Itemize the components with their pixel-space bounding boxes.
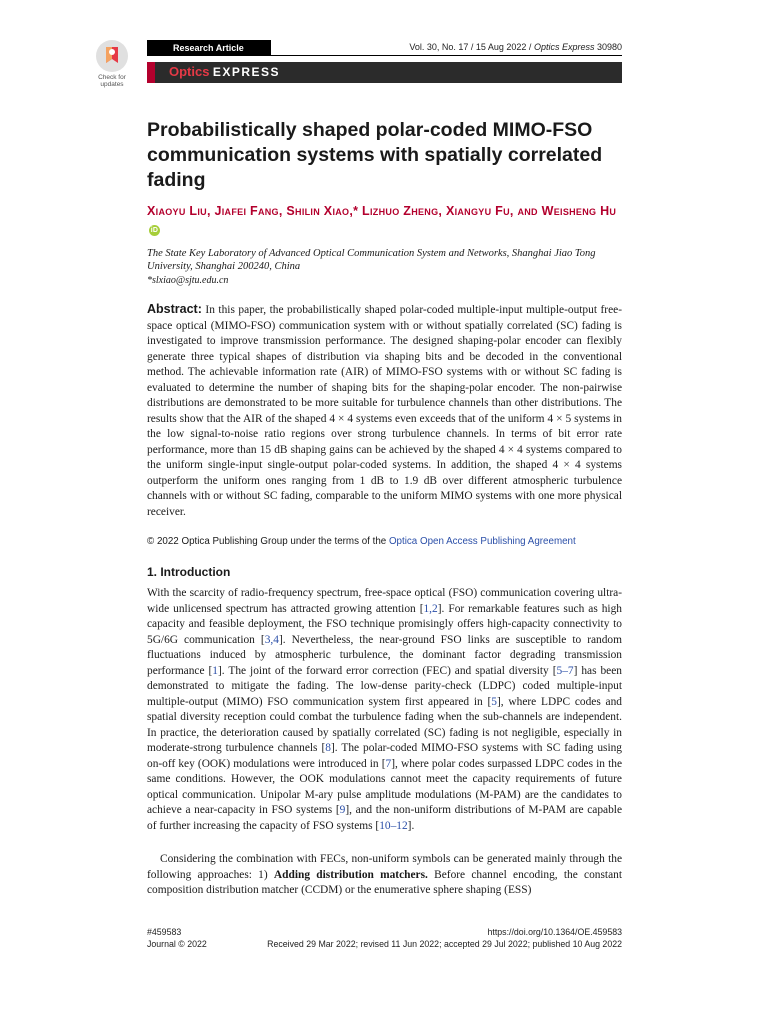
corresponding-email[interactable]: *slxiao@sjtu.edu.cn — [147, 275, 229, 286]
brand-express: EXPRESS — [212, 65, 281, 79]
paragraph-text: ]. For remarkable features such as high capacity and feasible deployment, the FSO technique promisingly offers high-capacity connectivity to 5G/6G communication [ — [147, 602, 622, 646]
abstract — [147, 302, 622, 520]
paragraph-text: ]. The polar-coded MIMO-FSO systems with SC fading using on-off key (OOK) modulations were introduced in [ — [147, 742, 622, 770]
citation-link[interactable]: 5–7 — [556, 664, 574, 677]
paragraph-text: ]. The joint of the forward error correction (FEC) and spatial diversity [ — [218, 664, 557, 677]
license-prefix: © 2022 Optica Publishing Group under the terms of the — [147, 536, 389, 547]
intro-paragraph-1 — [147, 586, 622, 834]
check-for-updates-label: Check for updates — [98, 74, 126, 88]
abstract-text: In this paper, the probabilistically shaped polar-coded multiple-input multiple-output free-space optical (MIMO-FSO) communication system with or without spatially correlated (SC) fading is investigated to improve transmission performance. The designed shaping-polar encoder can flexibly generate three typical shapes of distribution via shaping bits and be decoded in the conventional method. The achievable information rate (AIR) of MIMO-FSO systems with or without SC fading is evaluated to determine the number of shaping bits for the shaping-polar encoder. The non-pairwise distributions are demonstrated to be more suitable for turbulence channels than other distributions. The results show that the AIR of the shaped 4 × 4 systems even exceeds that of the uniform 4 × 5 systems in the low signal-to-noise ratio regions over strong turbulence channels. In terms of bit error rate performance, more than 15 dB shaping gains can be achieved by the shaped 4 × 4 systems compared to the uniform single-input single-output polar-coded systems. In addition, the shaped 4 × 4 systems outperform the uniform ones ranging from 1 dB to 1.9 dB over different atmospheric turbulence channels with or without SC fading, comparable to the uniform MIMO systems with one more physical receiver. — [147, 304, 622, 518]
intro-paragraph-2 — [147, 852, 622, 899]
license-line — [147, 536, 576, 547]
citation-link[interactable]: 5 — [491, 695, 497, 708]
article-title: Probabilistically shaped polar-coded MIMO-FSO communication systems with spatially correlated fading — [147, 119, 603, 191]
footer-right — [267, 926, 622, 950]
paragraph-text: ], where LDPC codes and spatial diversity reception could combat the turbulence fading when the sub-channels are independent. In practice, the deterioration caused by spatially correlated (SC) fading is not negligible, especially in moderate-strong turbulence channels [ — [147, 695, 622, 754]
journal-brand-bar — [147, 62, 622, 83]
license-link[interactable]: Optica Open Access Publishing Agreement — [388, 536, 576, 547]
publication-dates: Received 29 Mar 2022; revised 11 Jun 2022; accepted 29 Jul 2022; published 10 Aug 2022 — [267, 939, 622, 949]
citation-link[interactable]: 8 — [325, 742, 331, 754]
citation-link[interactable]: 1 — [212, 664, 218, 677]
citation-volume: Vol. 30, No. 17 / 15 Aug 2022 / — [409, 42, 534, 52]
doi-link[interactable]: https://doi.org/10.1364/OE.459583 — [487, 927, 622, 937]
footer-left — [147, 926, 207, 950]
check-for-updates-icon — [96, 40, 128, 72]
abstract-label: Abstract: — [147, 302, 202, 316]
citation-link[interactable]: 10–12 — [379, 819, 408, 832]
author-names: Xiaoyu Liu, Jiafei Fang, Shilin Xiao,* Lizhuo Zheng, Xiangyu Fu, and Weisheng Hu — [147, 204, 617, 218]
citation-journal: Optics Express — [533, 42, 595, 52]
citation-link[interactable]: 1,2 — [423, 602, 438, 615]
bold-phrase: Adding distribution matchers. — [273, 868, 428, 881]
section-heading-introduction: 1. Introduction — [147, 565, 231, 579]
brand-optics: Optics — [169, 64, 210, 79]
citation-link[interactable]: 9 — [339, 804, 346, 816]
citation-link[interactable]: 7 — [385, 757, 392, 770]
brand-accent — [147, 62, 155, 83]
check-for-updates-badge[interactable] — [90, 40, 134, 88]
article-type-label: Research Article — [147, 40, 271, 56]
paragraph-text: Before channel encoding, the constant composition distribution matcher (CCDM) or the enumerative sphere shaping (ESS) — [147, 868, 622, 896]
citation-line — [409, 42, 622, 52]
paragraph-text: ], where polar codes surpassed LDPC codes in the same conditions. However, the OOK modulations cannot meet the capacity requirements of future optical communication. Unipolar M-ary pulse amplitude modulations (M-PAM) are the candidates to achieve a near-capacity in FSO systems [ — [147, 757, 623, 816]
orcid-icon[interactable]: iD — [150, 227, 159, 234]
paragraph-text: Considering the combination with FECs, non-uniform symbols can be generated mainly through the following approaches: 1) — [147, 853, 622, 881]
paragraph-text: ], and the non-uniform distributions of M-PAM are capable of further increasing the capacity of FSO systems [ — [147, 804, 622, 832]
paragraph-text: ]. — [407, 819, 415, 832]
paragraph-text: ]. Nevertheless, the near-ground FSO links are susceptible to random fluctuations induced by atmospheric turbulence, the dominant factor degrading transmission performance [ — [147, 633, 622, 677]
paragraph-text: With the scarcity of radio-frequency spectrum, free-space optical (FSO) communication covering ultra-wide unlicensed spectrum has attracted growing attention [ — [147, 587, 622, 615]
author-list — [147, 203, 627, 237]
affiliation: The State Key Laboratory of Advanced Optical Communication System and Networks, Shanghai Jiao Tong University, Shanghai 200240, China — [147, 248, 596, 272]
citation-link[interactable]: 3,4 — [264, 633, 279, 646]
journal-copyright: Journal © 2022 — [147, 939, 207, 949]
journal-logo[interactable] — [169, 64, 280, 79]
citation-page: 30980 — [594, 42, 622, 52]
journal-header — [147, 40, 622, 56]
paragraph-text: ] has been demonstrated to mitigate the fading. The low-dense parity-check (LDPC) coded multiple-input multiple-output (MIMO) FSO communication system first appeared in [ — [147, 664, 622, 708]
article-id: #459583 — [147, 927, 182, 937]
header-rule — [271, 55, 622, 56]
